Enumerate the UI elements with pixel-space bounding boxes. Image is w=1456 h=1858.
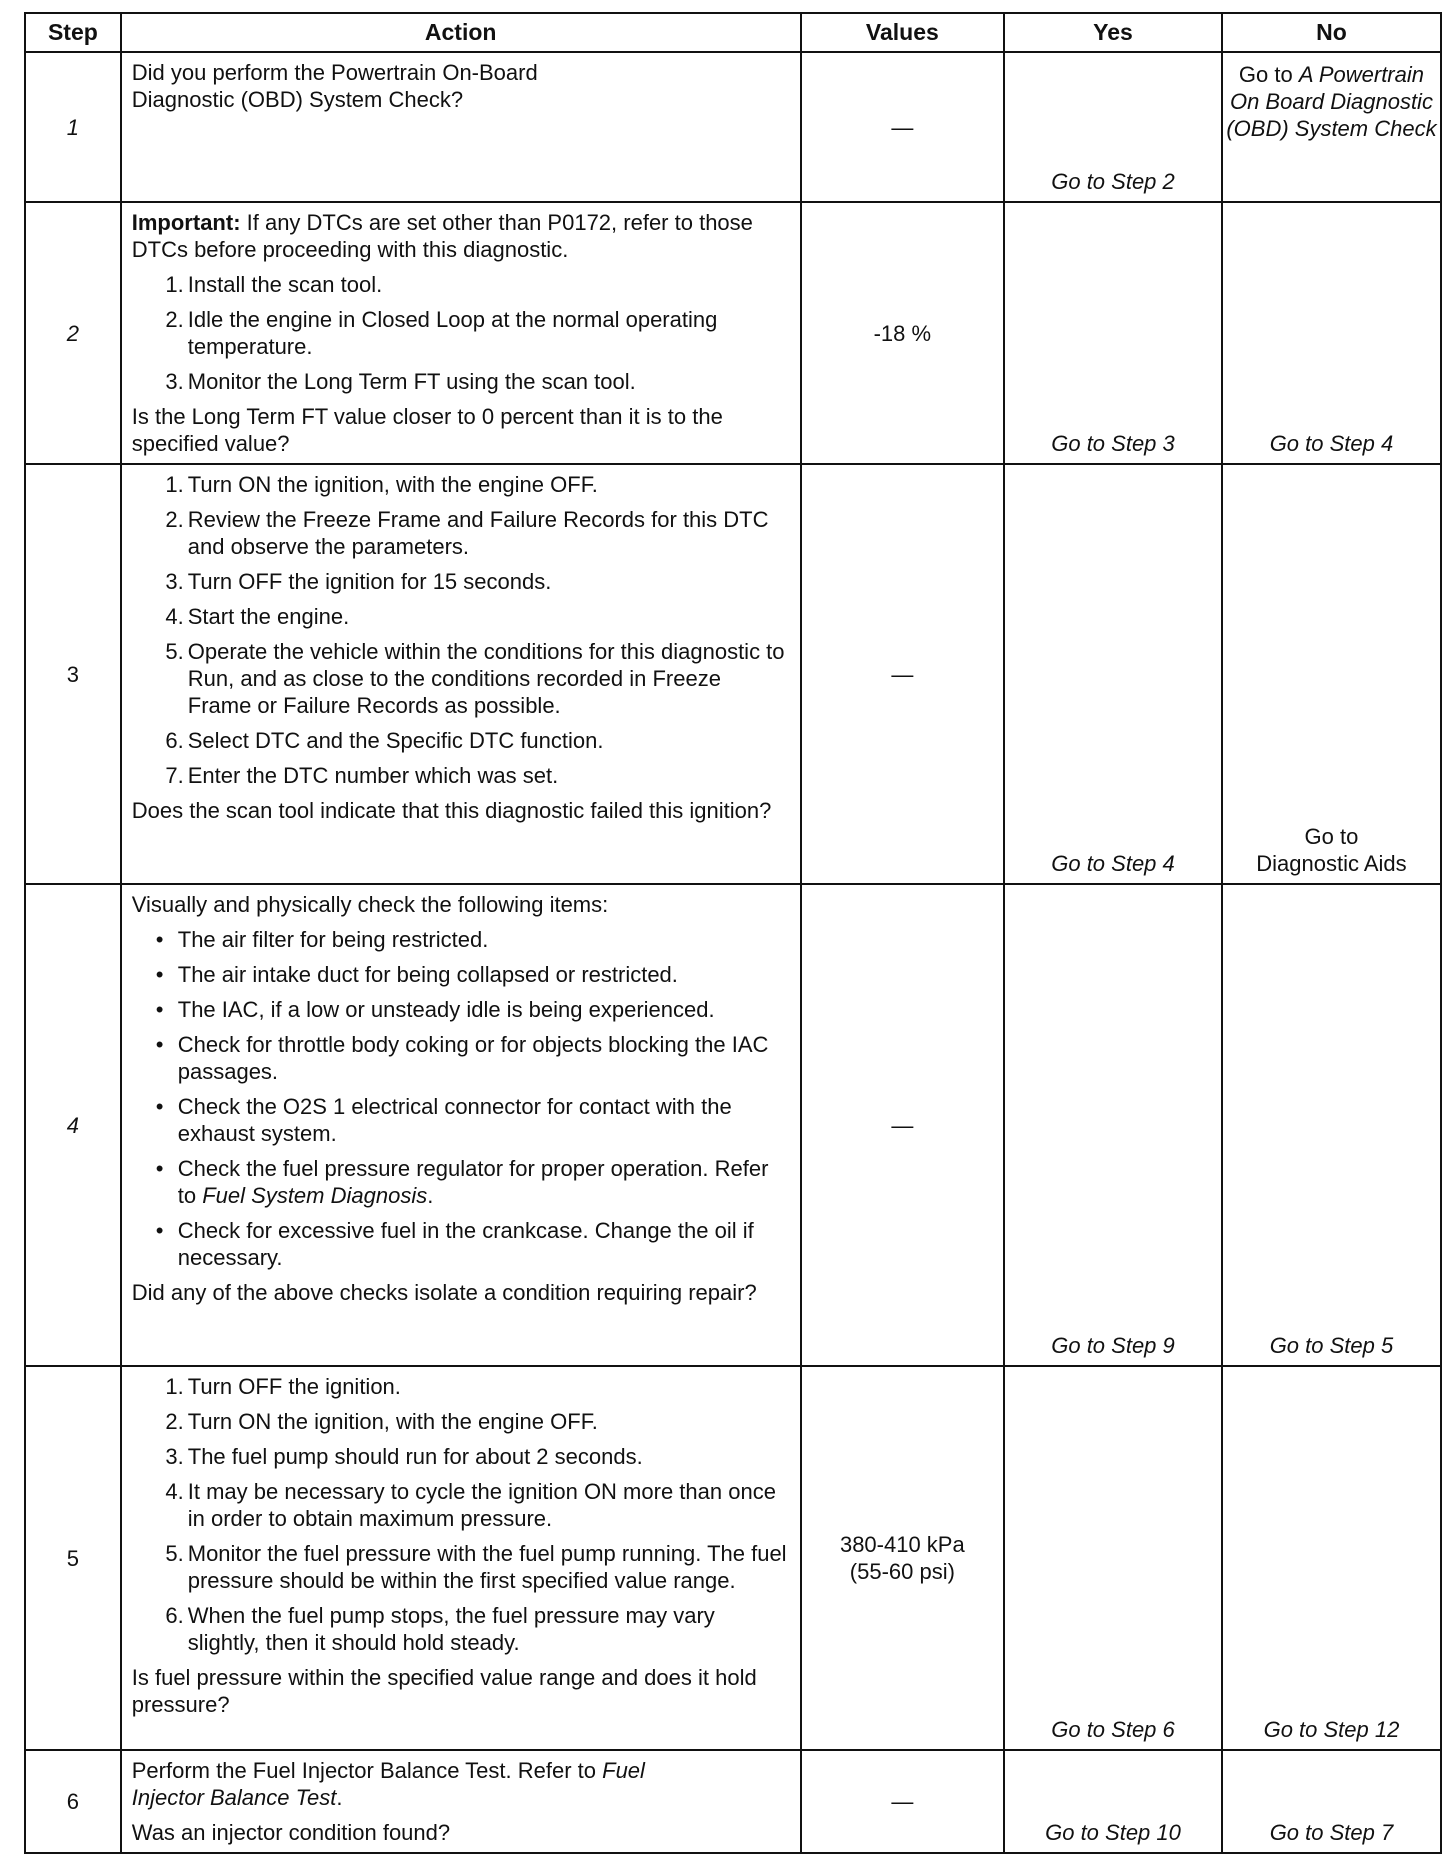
list-item: 4. It may be necessary to cycle the ignition ON more than once in order to obtain maximum pressure. xyxy=(165,1479,776,1531)
diagnostic-table xyxy=(24,12,1442,1854)
list-item: 3. The fuel pump should run for about 2 seconds. xyxy=(165,1444,643,1469)
action-question: Is the Long Term FT value closer to 0 percent than it is to the specified value? xyxy=(131,404,723,456)
yes-cell xyxy=(1004,1750,1222,1853)
list-item: 2. Review the Freeze Frame and Failure Records for this DTC and observe the parameters. xyxy=(165,507,769,559)
value-cell xyxy=(801,1366,1004,1750)
value-cell: — xyxy=(801,52,1004,202)
no-link[interactable]: Go to Diagnostic Aids xyxy=(1256,824,1407,876)
action-cell xyxy=(121,884,801,1366)
table-row-step-4 xyxy=(25,884,1441,1366)
step-number: 3 xyxy=(25,464,121,884)
yes-cell xyxy=(1004,202,1222,464)
value-kpa: 380-410 kPa xyxy=(839,1532,965,1557)
list-item: 3. Turn OFF the ignition for 15 seconds. xyxy=(165,569,552,594)
list-item: 3. Monitor the Long Term FT using the scan tool. xyxy=(165,369,636,394)
value-cell: — xyxy=(801,884,1004,1366)
list-item: • Check for throttle body coking or for objects blocking the IAC passages. xyxy=(155,1032,769,1084)
yes-link[interactable]: Go to Step 9 xyxy=(1051,1333,1175,1358)
list-item: • Check the fuel pressure regulator for proper operation. Refer to Fuel System Diagnosis. xyxy=(155,1156,769,1208)
value-cell: — xyxy=(801,1750,1004,1853)
list-item: 4. Start the engine. xyxy=(165,604,350,629)
action-cell xyxy=(121,202,801,464)
check-items xyxy=(132,926,790,1271)
action-cell xyxy=(121,52,801,202)
table-row-step-6 xyxy=(25,1750,1441,1853)
list-item: 1. Install the scan tool. xyxy=(165,272,383,297)
step-number: 1 xyxy=(25,52,121,202)
list-item: 5. Operate the vehicle within the conditions for this diagnostic to Run, and as close to the conditions recorded in Freeze Frame or Failure Records as possible. xyxy=(165,639,785,718)
no-link[interactable]: Go to Step 5 xyxy=(1269,1333,1394,1358)
list-item: • The IAC, if a low or unsteady idle is being experienced. xyxy=(155,997,715,1022)
step-number: 6 xyxy=(25,1750,121,1853)
yes-cell xyxy=(1004,464,1222,884)
action-question: Did any of the above checks isolate a condition requiring repair? xyxy=(131,1280,757,1305)
yes-cell xyxy=(1004,1366,1222,1750)
no-link[interactable]: Go to Step 4 xyxy=(1269,431,1394,456)
no-cell xyxy=(1222,884,1441,1366)
step-number: 2 xyxy=(25,202,121,464)
list-item: 5. Monitor the fuel pressure with the fuel pump running. The fuel pressure should be within the first specified value range. xyxy=(165,1541,787,1593)
value-cell: — xyxy=(801,464,1004,884)
no-cell xyxy=(1222,1366,1441,1750)
table-row-step-3 xyxy=(25,464,1441,884)
list-item: • The air filter for being restricted. xyxy=(155,927,489,952)
yes-cell xyxy=(1004,884,1222,1366)
list-item: 1. Turn OFF the ignition. xyxy=(165,1374,401,1399)
header-action: Action xyxy=(121,13,801,52)
header-step: Step xyxy=(25,13,121,52)
no-link[interactable]: Go to Step 7 xyxy=(1269,1820,1394,1845)
list-item: • Check for excessive fuel in the crankcase. Change the oil if necessary. xyxy=(155,1218,754,1270)
no-link[interactable]: Go to A Powertrain On Board Diagnostic (OBD) System Check xyxy=(1226,62,1437,141)
list-item: 6. Select DTC and the Specific DTC function. xyxy=(165,728,604,753)
fuel-injector-balance-test-link[interactable]: Fuel Injector Balance Test xyxy=(131,1758,645,1810)
header-yes: Yes xyxy=(1004,13,1222,52)
action-intro: Visually and physically check the following items: xyxy=(131,892,609,917)
table-row-step-5 xyxy=(25,1366,1441,1750)
header-no: No xyxy=(1222,13,1441,52)
yes-link[interactable]: Go to Step 3 xyxy=(1051,431,1175,456)
list-item: • The air intake duct for being collapsed or restricted. xyxy=(155,962,678,987)
important-note: Important: If any DTCs are set other than P0172, refer to those DTCs before proceeding with this diagnostic. xyxy=(131,210,753,262)
step-number: 5 xyxy=(25,1366,121,1750)
action-cell xyxy=(121,464,801,884)
action-question: Does the scan tool indicate that this diagnostic failed this ignition? xyxy=(131,798,772,823)
list-item: 2. Idle the engine in Closed Loop at the normal operating temperature. xyxy=(165,307,718,359)
action-steps xyxy=(132,271,790,395)
list-item: 6. When the fuel pump stops, the fuel pressure may vary slightly, then it should hold steady. xyxy=(165,1603,715,1655)
list-item: • Check the O2S 1 electrical connector for contact with the exhaust system. xyxy=(155,1094,732,1146)
fuel-system-diagnosis-link[interactable]: Fuel System Diagnosis xyxy=(202,1183,428,1208)
no-cell xyxy=(1222,464,1441,884)
yes-link[interactable]: Go to Step 4 xyxy=(1051,851,1175,876)
no-cell xyxy=(1222,52,1441,202)
list-item: 7. Enter the DTC number which was set. xyxy=(165,763,559,788)
yes-link[interactable]: Go to Step 2 xyxy=(1051,169,1175,194)
no-link[interactable]: Go to Step 12 xyxy=(1263,1717,1400,1742)
action-steps xyxy=(132,471,790,789)
action-cell xyxy=(121,1366,801,1750)
header-values: Values xyxy=(801,13,1004,52)
action-cell xyxy=(121,1750,801,1853)
action-instruction: Perform the Fuel Injector Balance Test. Refer to Fuel Injector Balance Test. xyxy=(131,1758,645,1810)
action-steps xyxy=(132,1373,790,1656)
no-cell xyxy=(1222,1750,1441,1853)
table-row-step-2 xyxy=(25,202,1441,464)
table-row-step-1 xyxy=(25,52,1441,202)
yes-cell xyxy=(1004,52,1222,202)
action-question: Was an injector condition found? xyxy=(131,1820,451,1845)
no-cell xyxy=(1222,202,1441,464)
yes-link[interactable]: Go to Step 6 xyxy=(1051,1717,1175,1742)
header-row xyxy=(25,13,1441,52)
value-cell: -18 % xyxy=(801,202,1004,464)
action-question: Is fuel pressure within the specified value range and does it hold pressure? xyxy=(131,1665,757,1717)
yes-link[interactable]: Go to Step 10 xyxy=(1045,1820,1181,1845)
list-item: 2. Turn ON the ignition, with the engine OFF. xyxy=(165,1409,598,1434)
action-question: Did you perform the Powertrain On-Board Diagnostic (OBD) System Check? xyxy=(131,60,538,112)
value-psi: (55-60 psi) xyxy=(849,1559,955,1584)
step-number: 4 xyxy=(25,884,121,1366)
list-item: 1. Turn ON the ignition, with the engine OFF. xyxy=(165,472,598,497)
